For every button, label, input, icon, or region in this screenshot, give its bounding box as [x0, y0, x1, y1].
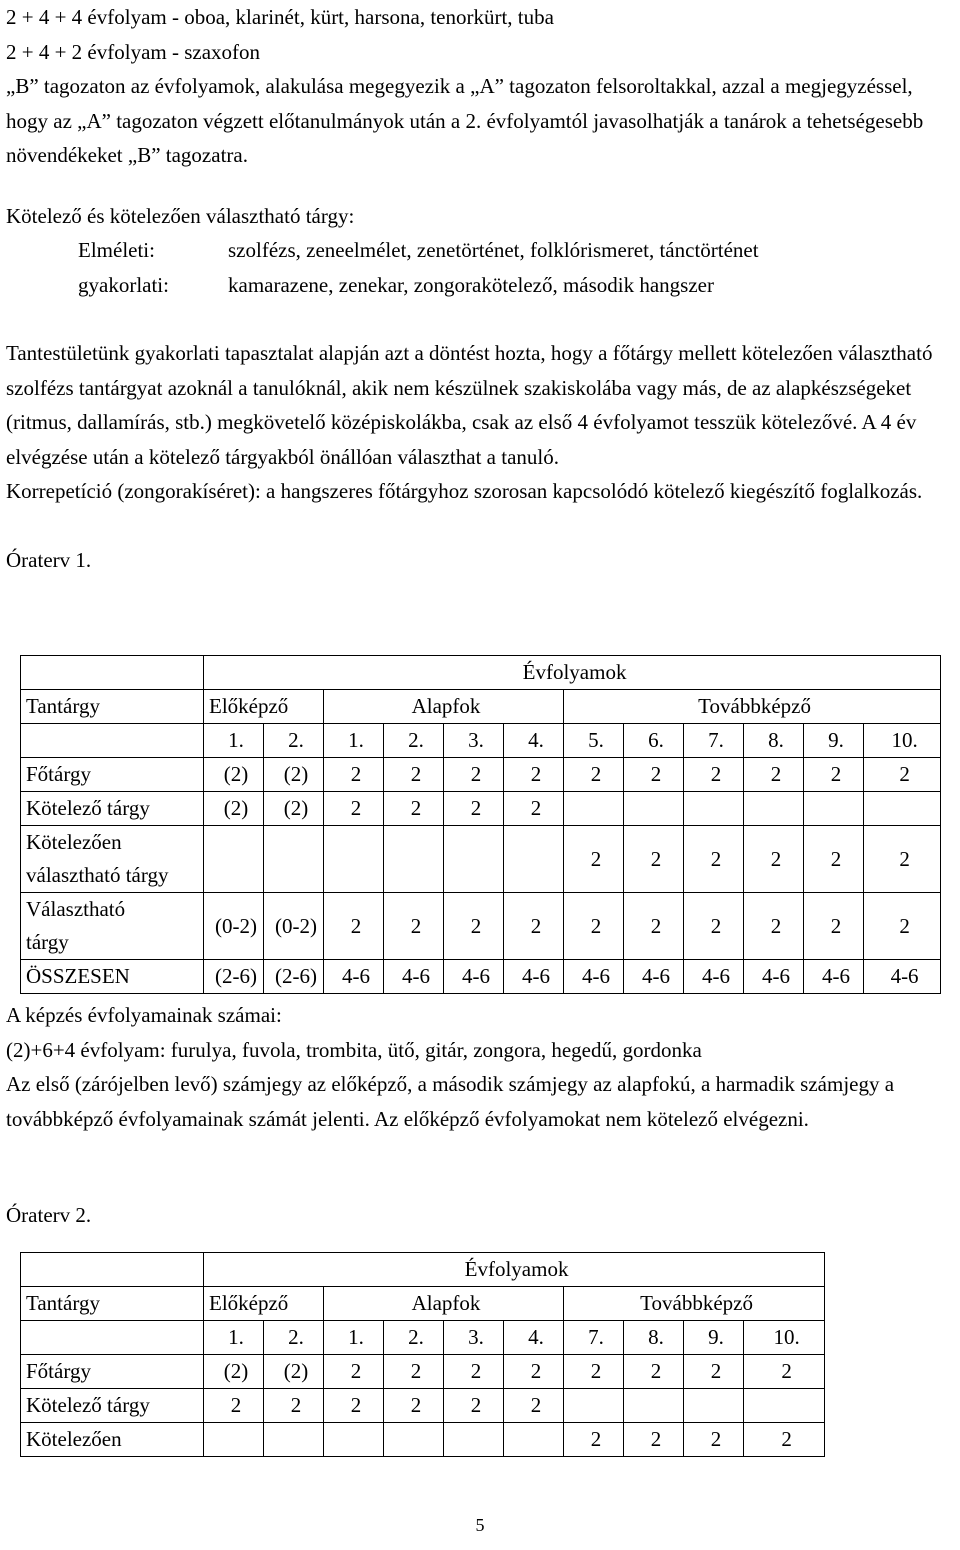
header-alapfok: Alapfok — [324, 1287, 564, 1321]
table-cell — [384, 1423, 444, 1457]
table-cell: (2) — [204, 1355, 264, 1389]
table-cell: 2 — [504, 1355, 564, 1389]
after-line-3: Az első (zárójelben levő) számjegy az előképző, a második számjegy az alapfokú, a harmadik számjegy a továbbképző évfolyamainak számát jelenti. Az előképző évfolyamokat nem kötelező elvégezni. — [6, 1072, 895, 1131]
table-row — [21, 1253, 825, 1287]
table-row — [21, 656, 941, 690]
table-cell — [21, 1253, 204, 1287]
header-evfolyamok: Évfolyamok — [204, 1253, 825, 1287]
after-line-2: (2)+6+4 évfolyam: furulya, fuvola, trombita, ütő, gitár, zongora, hegedű, gordonka — [6, 1037, 702, 1062]
table-cell: 7. — [684, 724, 744, 758]
table-cell: 2 — [624, 758, 684, 792]
table-cell — [444, 1423, 504, 1457]
table-cell: 4-6 — [444, 960, 504, 994]
oraterv-2-title: Óraterv 2. — [6, 1203, 92, 1227]
table-row — [21, 1287, 825, 1321]
row-name: Kötelező tárgy — [21, 792, 204, 826]
table-cell: 2 — [624, 1355, 684, 1389]
table-cell — [624, 792, 684, 826]
row-name — [21, 893, 204, 960]
header-tantargy: Tantárgy — [21, 1287, 204, 1321]
subject-row-theory — [6, 233, 956, 268]
table-cell — [264, 826, 324, 893]
table-cell: 4-6 — [684, 960, 744, 994]
row-name: ÖSSZESEN — [21, 960, 204, 994]
table-row — [21, 960, 941, 994]
table-cell — [21, 1321, 204, 1355]
header-tantargy: Tantárgy — [21, 690, 204, 724]
table-cell: (2) — [264, 758, 324, 792]
table-cell: 10. — [744, 1321, 825, 1355]
table-cell: 2 — [684, 893, 744, 960]
table-cell: 5. — [564, 724, 624, 758]
table-cell — [21, 656, 204, 690]
table-cell: 2. — [384, 724, 444, 758]
table-cell: 2 — [684, 1423, 744, 1457]
oraterv-1-table — [20, 655, 941, 994]
table-cell — [624, 1389, 684, 1423]
body-paragraph-1: Tantestületünk gyakorlati tapasztalat alapján azt a döntést hozta, hogy a főtárgy mellett kötelezően választható szolfézs tantárgyat azoknál a tanulóknál, akik nem készülnek szakiskolába vagy más, de az alapkészségeket (ritmus, dallamírás, stb.) megkövetelő középiskolákba, csak az első 4 évfolyamot tesszük kötelezővé. A 4 év elvégzése után a kötelező tárgyakból önállóan választhat a tanuló. — [6, 341, 933, 469]
table-cell: 2 — [324, 893, 384, 960]
table-row — [21, 1389, 825, 1423]
table-cell: 2 — [444, 792, 504, 826]
table-cell: 1. — [204, 724, 264, 758]
table-cell — [324, 1423, 384, 1457]
table-cell: 2 — [804, 758, 864, 792]
table-cell: 4-6 — [744, 960, 804, 994]
table-cell: 2 — [564, 826, 624, 893]
table-cell: 2 — [444, 758, 504, 792]
subjects-heading: Kötelező és kötelezően választható tárgy: — [6, 203, 355, 228]
body-paragraph-2: Korrepetíció (zongorakíséret): a hangszeres főtárgyhoz szorosan kapcsolódó kötelező kiegészítő foglalkozás. — [6, 479, 923, 503]
table-cell: (0-2) — [204, 893, 264, 960]
header-alapfok: Alapfok — [324, 690, 564, 724]
table-row — [21, 1355, 825, 1389]
table-cell: 2 — [564, 1423, 624, 1457]
table-row — [21, 792, 941, 826]
table-cell — [684, 1389, 744, 1423]
table-cell: 4-6 — [564, 960, 624, 994]
row-name: Főtárgy — [21, 1355, 204, 1389]
table-cell: 9. — [684, 1321, 744, 1355]
table-cell: 2 — [684, 826, 744, 893]
table-cell: 2 — [384, 1389, 444, 1423]
subject-label: gyakorlati: — [78, 272, 169, 297]
table-cell — [744, 792, 804, 826]
table-cell: 2 — [864, 893, 941, 960]
table-cell: 4-6 — [504, 960, 564, 994]
header-evfolyamok: Évfolyamok — [204, 656, 941, 690]
table-cell: 2. — [384, 1321, 444, 1355]
table-cell: 2 — [204, 1389, 264, 1423]
table-cell — [744, 1389, 825, 1423]
table-cell: 2 — [324, 758, 384, 792]
table-cell: 2 — [624, 893, 684, 960]
table-cell: 2 — [744, 893, 804, 960]
row-name-line: Kötelezően — [26, 830, 122, 854]
table-cell: 6. — [624, 724, 684, 758]
table-cell: 2 — [864, 758, 941, 792]
table-cell: 2 — [564, 758, 624, 792]
row-name: Főtárgy — [21, 758, 204, 792]
intro-line-2: 2 + 4 + 2 évfolyam - szaxofon — [6, 39, 261, 64]
row-name: Kötelező tárgy — [21, 1389, 204, 1423]
table-cell: (2) — [204, 758, 264, 792]
table-cell: 2 — [504, 792, 564, 826]
table-cell: (2-6) — [204, 960, 264, 994]
table-cell: 2 — [324, 792, 384, 826]
after-table-text — [6, 998, 956, 1136]
table-cell: 2 — [744, 1423, 825, 1457]
table-cell: 2 — [504, 758, 564, 792]
table-cell: 4. — [504, 1321, 564, 1355]
table-cell — [264, 1423, 324, 1457]
table-cell — [21, 724, 204, 758]
table-cell: 1. — [324, 724, 384, 758]
table-cell: 8. — [744, 724, 804, 758]
table-cell: 9. — [804, 724, 864, 758]
header-tovabbkepzo: Továbbképző — [564, 1287, 825, 1321]
table-cell: 3. — [444, 724, 504, 758]
table-cell: (0-2) — [264, 893, 324, 960]
table-cell: 2 — [324, 1389, 384, 1423]
table-cell: 2 — [624, 1423, 684, 1457]
table-cell — [204, 826, 264, 893]
table-cell — [324, 826, 384, 893]
page-number: 5 — [475, 1515, 485, 1535]
table-cell: 2 — [384, 1355, 444, 1389]
table-row — [21, 893, 941, 960]
table-cell: (2) — [264, 792, 324, 826]
header-tovabbkepzo: Továbbképző — [564, 690, 941, 724]
table-cell: (2-6) — [264, 960, 324, 994]
row-name: Kötelezően — [21, 1423, 204, 1457]
table-cell: 8. — [624, 1321, 684, 1355]
table-row — [21, 690, 941, 724]
row-name — [21, 826, 204, 893]
table-cell — [804, 792, 864, 826]
table-row — [21, 724, 941, 758]
table-cell: 4. — [504, 724, 564, 758]
row-name-line: Választható — [26, 897, 126, 921]
row-name-line: tárgy — [26, 930, 69, 954]
table-cell — [204, 1423, 264, 1457]
subject-row-practice — [6, 268, 956, 303]
intro-paragraph: „B” tagozaton az évfolyamok, alakulása megegyezik a „A” tagozaton felsoroltakkal, azzal a megjegyzéssel, hogy az „A” tagozaton végzett előtanulmányok után a 2. évfolyamtól javasolhatják a tanárok a tehetségesebb növendékeket „B” tagozatra. — [6, 74, 924, 167]
table-cell — [684, 792, 744, 826]
table-cell: 4-6 — [624, 960, 684, 994]
table-cell: 2 — [324, 1355, 384, 1389]
table-row — [21, 1423, 825, 1457]
table-cell: 2 — [864, 826, 941, 893]
table-cell: 2 — [684, 758, 744, 792]
table-row — [21, 758, 941, 792]
table-cell: (2) — [264, 1355, 324, 1389]
table-cell: 2 — [624, 826, 684, 893]
oraterv-1-title: Óraterv 1. — [6, 547, 92, 572]
table-row — [21, 1321, 825, 1355]
table-cell: 2 — [444, 1355, 504, 1389]
table-cell: 2 — [444, 1389, 504, 1423]
table-cell: 7. — [564, 1321, 624, 1355]
table-cell — [864, 792, 941, 826]
table-cell: 2 — [384, 893, 444, 960]
table-cell — [564, 792, 624, 826]
table-cell: 2 — [684, 1355, 744, 1389]
table-cell: (2) — [204, 792, 264, 826]
table-cell — [504, 826, 564, 893]
table-cell: 2 — [504, 893, 564, 960]
table-cell: 2 — [384, 792, 444, 826]
table-cell: 4-6 — [864, 960, 941, 994]
row-name-line: választható tárgy — [26, 863, 169, 887]
table-cell: 2 — [564, 1355, 624, 1389]
table-cell: 2 — [444, 893, 504, 960]
table-cell: 2 — [744, 826, 804, 893]
table-cell: 1. — [324, 1321, 384, 1355]
oraterv-2-table — [20, 1252, 825, 1457]
table-cell: 1. — [204, 1321, 264, 1355]
subject-value: kamarazene, zenekar, zongorakötelező, második hangszer — [228, 272, 714, 297]
table-cell: 4-6 — [804, 960, 864, 994]
table-cell: 2 — [504, 1389, 564, 1423]
table-cell: 2 — [264, 1389, 324, 1423]
table-cell — [444, 826, 504, 893]
table-cell — [564, 1389, 624, 1423]
table-cell — [504, 1423, 564, 1457]
table-cell: 2 — [744, 758, 804, 792]
table-cell: 2. — [264, 1321, 324, 1355]
subject-label: Elméleti: — [78, 238, 155, 262]
after-line-1: A képzés évfolyamainak számai: — [6, 1003, 282, 1027]
table-row — [21, 826, 941, 893]
table-cell: 2. — [264, 724, 324, 758]
header-elokepzo: Előképző — [204, 1287, 324, 1321]
table-cell: 4-6 — [324, 960, 384, 994]
header-elokepzo: Előképző — [204, 690, 324, 724]
intro-line-1: 2 + 4 + 4 évfolyam - oboa, klarinét, kürt, harsona, tenorkürt, tuba — [6, 5, 554, 29]
table-cell: 10. — [864, 724, 941, 758]
subject-value: szolfézs, zeneelmélet, zenetörténet, folklórismeret, tánctörténet — [228, 238, 759, 262]
table-cell: 2 — [564, 893, 624, 960]
table-cell: 3. — [444, 1321, 504, 1355]
document-page — [6, 0, 956, 577]
table-cell: 2 — [744, 1355, 825, 1389]
table-cell: 2 — [804, 826, 864, 893]
table-cell: 4-6 — [384, 960, 444, 994]
table-cell — [384, 826, 444, 893]
table-cell: 2 — [804, 893, 864, 960]
table-cell: 2 — [384, 758, 444, 792]
